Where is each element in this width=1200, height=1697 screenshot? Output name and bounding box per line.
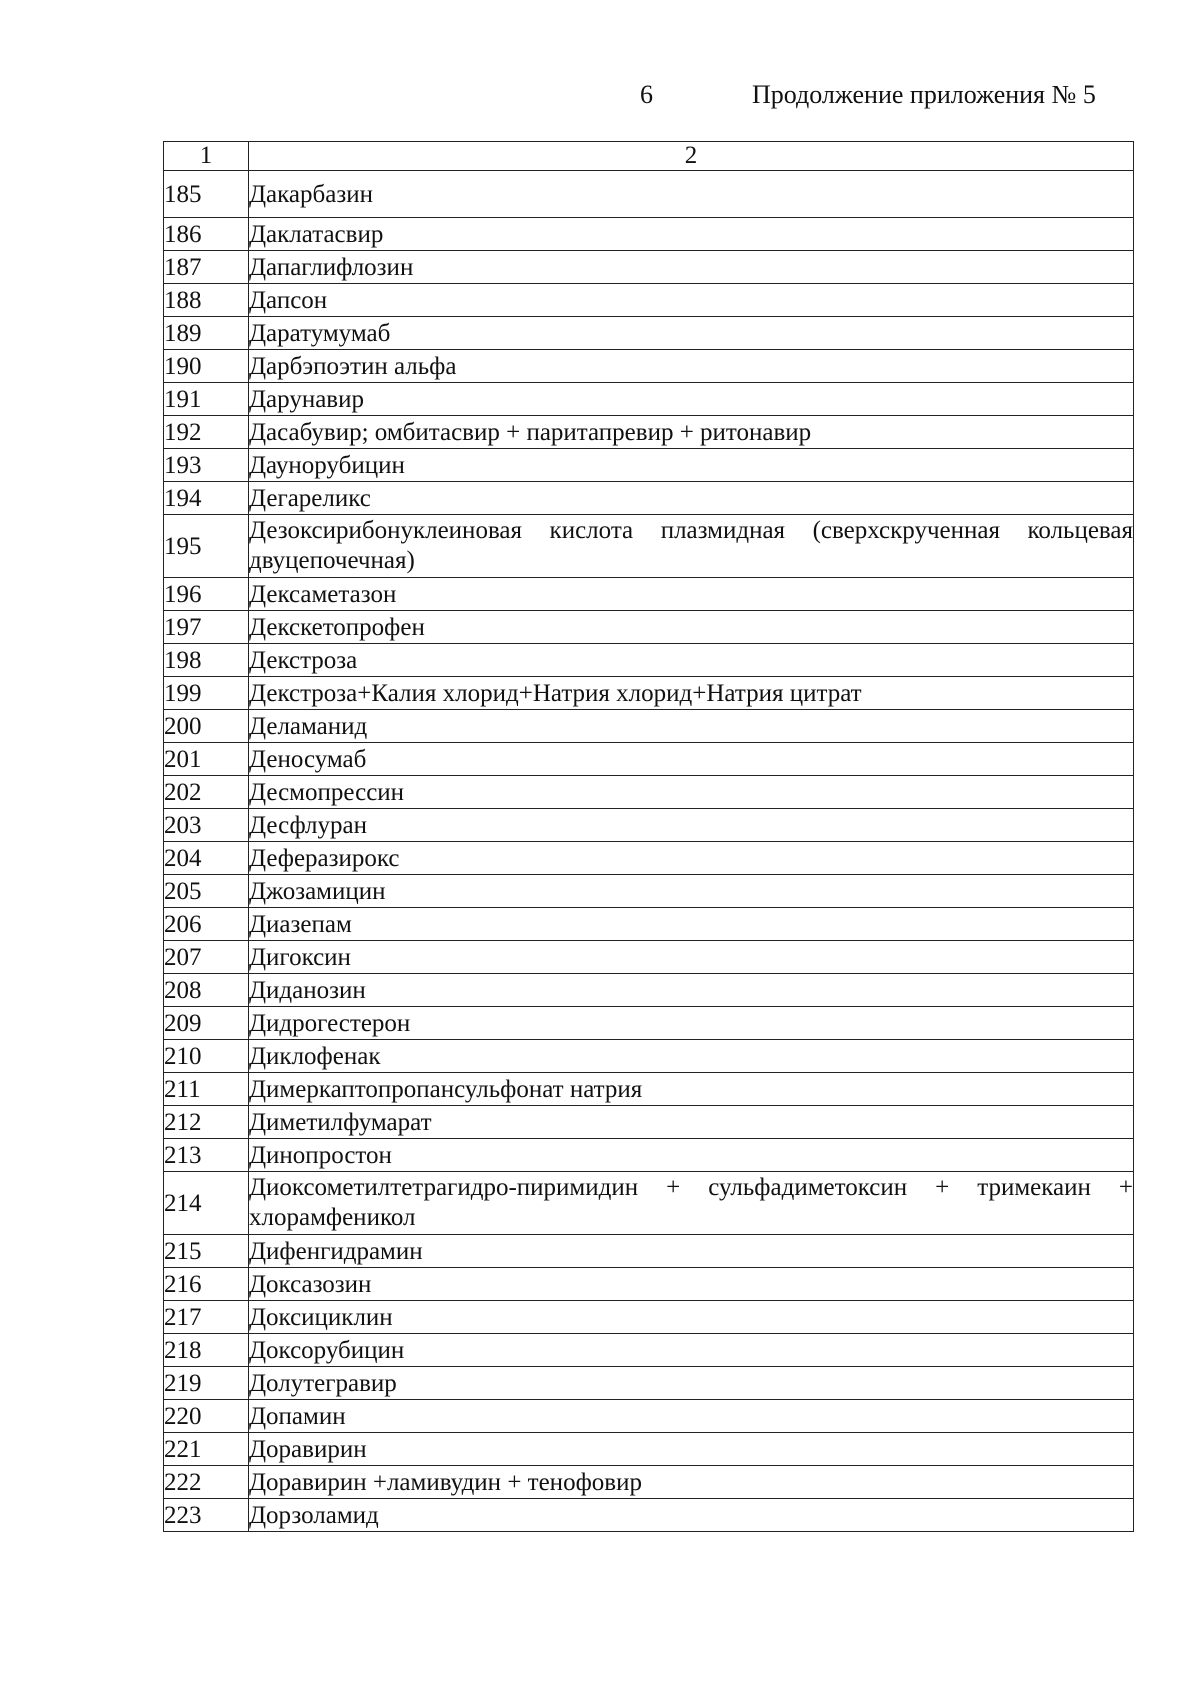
row-number: 217 — [164, 1301, 249, 1334]
row-number: 218 — [164, 1334, 249, 1367]
table-row — [164, 1172, 1134, 1235]
table-row — [164, 1334, 1134, 1367]
drug-name: Доравирин — [249, 1433, 1134, 1466]
row-number: 204 — [164, 842, 249, 875]
table-row — [164, 809, 1134, 842]
table-row — [164, 1400, 1134, 1433]
drug-name: Декскетопрофен — [249, 611, 1134, 644]
row-number: 189 — [164, 317, 249, 350]
row-number: 196 — [164, 578, 249, 611]
table-row — [164, 416, 1134, 449]
row-number: 193 — [164, 449, 249, 482]
row-number: 206 — [164, 908, 249, 941]
drug-name: Даклатасвир — [249, 218, 1134, 251]
drug-name: Дифенгидрамин — [249, 1235, 1134, 1268]
table-row — [164, 1301, 1134, 1334]
column-header-number: 1 — [164, 142, 249, 171]
table-row — [164, 1106, 1134, 1139]
drug-name: Доксазозин — [249, 1268, 1134, 1301]
drug-table — [163, 141, 1134, 1532]
table-row — [164, 284, 1134, 317]
row-number: 222 — [164, 1466, 249, 1499]
row-number: 215 — [164, 1235, 249, 1268]
table-row — [164, 611, 1134, 644]
row-number: 186 — [164, 218, 249, 251]
row-number: 211 — [164, 1073, 249, 1106]
table-row — [164, 908, 1134, 941]
row-number: 199 — [164, 677, 249, 710]
drug-name: Динопростон — [249, 1139, 1134, 1172]
drug-name: Доравирин +ламивудин + тенофовир — [249, 1466, 1134, 1499]
row-number: 207 — [164, 941, 249, 974]
table-body — [164, 171, 1134, 1532]
row-number: 213 — [164, 1139, 249, 1172]
row-number: 203 — [164, 809, 249, 842]
row-number: 216 — [164, 1268, 249, 1301]
row-number: 221 — [164, 1433, 249, 1466]
drug-name: Дидрогестерон — [249, 1007, 1134, 1040]
drug-name: Дапаглифлозин — [249, 251, 1134, 284]
drug-name: Дезоксирибонуклеиновая кислота плазмидная (сверхскрученная кольцевая двуцепочечная) — [249, 515, 1134, 578]
row-number: 219 — [164, 1367, 249, 1400]
row-number: 190 — [164, 350, 249, 383]
row-number: 195 — [164, 515, 249, 578]
drug-name: Долутегравир — [249, 1367, 1134, 1400]
drug-name: Дегареликс — [249, 482, 1134, 515]
drug-name: Диоксометилтетрагидро-пиримидин + сульфадиметоксин + тримекаин + хлорамфеникол — [249, 1172, 1134, 1235]
drug-name: Деферазирокс — [249, 842, 1134, 875]
table-row — [164, 875, 1134, 908]
row-number: 185 — [164, 171, 249, 218]
drug-name: Дасабувир; омбитасвир + паритапревир + ритонавир — [249, 416, 1134, 449]
column-header-name: 2 — [249, 142, 1134, 171]
row-number: 205 — [164, 875, 249, 908]
table-row — [164, 449, 1134, 482]
drug-name: Дарбэпоэтин альфа — [249, 350, 1134, 383]
table-row — [164, 644, 1134, 677]
drug-name: Десмопрессин — [249, 776, 1134, 809]
drug-name: Доксорубицин — [249, 1334, 1134, 1367]
drug-name: Дарунавир — [249, 383, 1134, 416]
row-number: 187 — [164, 251, 249, 284]
table-row — [164, 171, 1134, 218]
table-header-row — [164, 142, 1134, 171]
row-number: 212 — [164, 1106, 249, 1139]
drug-name: Доксициклин — [249, 1301, 1134, 1334]
page-number: 6 — [640, 80, 653, 109]
drug-name: Десфлуран — [249, 809, 1134, 842]
row-number: 192 — [164, 416, 249, 449]
table-row — [164, 1367, 1134, 1400]
drug-name: Декстроза+Калия хлорид+Натрия хлорид+Натрия цитрат — [249, 677, 1134, 710]
drug-name: Дорзоламид — [249, 1499, 1134, 1532]
drug-name: Дапсон — [249, 284, 1134, 317]
table-row — [164, 482, 1134, 515]
drug-name: Джозамицин — [249, 875, 1134, 908]
drug-name: Декстроза — [249, 644, 1134, 677]
drug-name: Диметилфумарат — [249, 1106, 1134, 1139]
drug-name: Деносумаб — [249, 743, 1134, 776]
drug-name: Даунорубицин — [249, 449, 1134, 482]
row-number: 209 — [164, 1007, 249, 1040]
drug-name: Димеркаптопропансульфонат натрия — [249, 1073, 1134, 1106]
table-row — [164, 1040, 1134, 1073]
drug-name: Дакарбазин — [249, 171, 1134, 218]
table-row — [164, 1073, 1134, 1106]
row-number: 194 — [164, 482, 249, 515]
table-row — [164, 974, 1134, 1007]
table-row — [164, 317, 1134, 350]
table-row — [164, 383, 1134, 416]
row-number: 208 — [164, 974, 249, 1007]
row-number: 198 — [164, 644, 249, 677]
table-row — [164, 218, 1134, 251]
appendix-continuation-note: Продолжение приложения № 5 — [752, 80, 1096, 109]
table-row — [164, 776, 1134, 809]
table-row — [164, 1235, 1134, 1268]
row-number: 214 — [164, 1172, 249, 1235]
row-number: 191 — [164, 383, 249, 416]
drug-name: Диданозин — [249, 974, 1134, 1007]
drug-name: Дигоксин — [249, 941, 1134, 974]
row-number: 220 — [164, 1400, 249, 1433]
table-row — [164, 1433, 1134, 1466]
row-number: 223 — [164, 1499, 249, 1532]
row-number: 202 — [164, 776, 249, 809]
drug-name: Дексаметазон — [249, 578, 1134, 611]
table-row — [164, 710, 1134, 743]
row-number: 197 — [164, 611, 249, 644]
drug-name: Диклофенак — [249, 1040, 1134, 1073]
table-row — [164, 1268, 1134, 1301]
row-number: 200 — [164, 710, 249, 743]
table-row — [164, 1499, 1134, 1532]
table-row — [164, 251, 1134, 284]
table-row — [164, 515, 1134, 578]
drug-name: Диазепам — [249, 908, 1134, 941]
table-row — [164, 941, 1134, 974]
table-row — [164, 1139, 1134, 1172]
table-row — [164, 578, 1134, 611]
row-number: 210 — [164, 1040, 249, 1073]
row-number: 201 — [164, 743, 249, 776]
drug-name: Допамин — [249, 1400, 1134, 1433]
table-row — [164, 1007, 1134, 1040]
table-row — [164, 350, 1134, 383]
table-row — [164, 743, 1134, 776]
table-row — [164, 842, 1134, 875]
row-number: 188 — [164, 284, 249, 317]
drug-name: Деламанид — [249, 710, 1134, 743]
table-row — [164, 1466, 1134, 1499]
table-row — [164, 677, 1134, 710]
drug-name: Даратумумаб — [249, 317, 1134, 350]
